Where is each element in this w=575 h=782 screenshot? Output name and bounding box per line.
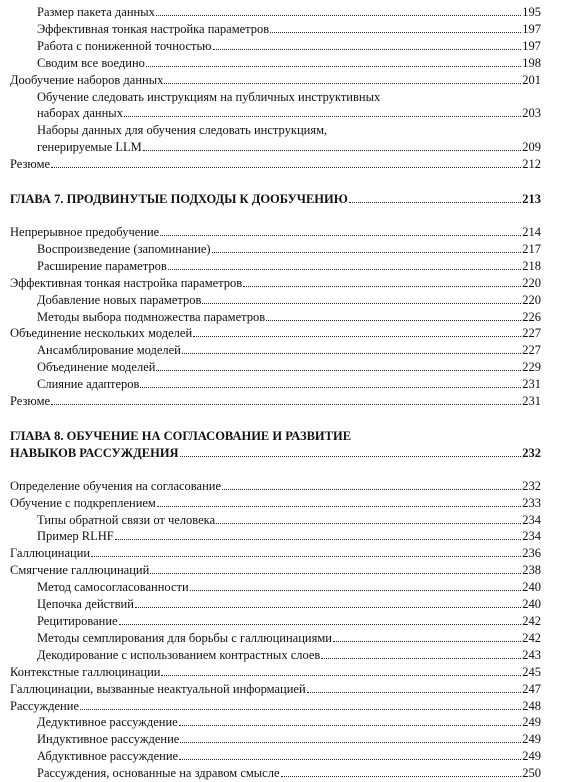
toc-entry-title: Дедуктивное рассуждение — [37, 715, 178, 730]
toc-subsection-entry[interactable] — [37, 376, 541, 393]
toc-section-entry[interactable] — [10, 224, 541, 241]
toc-entry-title: Объединение моделей — [37, 360, 156, 375]
toc-page-number: 232 — [522, 445, 541, 460]
dot-leader — [150, 573, 521, 574]
toc-entry-row — [37, 309, 541, 326]
toc-entry-row — [10, 393, 541, 410]
toc-subsection-entry[interactable] — [37, 342, 541, 359]
toc-entry-title: Определение обучения на согласование — [10, 478, 222, 493]
toc-page-number: 197 — [522, 21, 541, 36]
toc-section-entry[interactable] — [10, 275, 541, 292]
toc-entry-row — [37, 765, 541, 782]
toc-page-number: 240 — [522, 580, 541, 595]
dot-leader — [182, 353, 521, 354]
toc-entry-title: Рассуждение — [10, 698, 79, 713]
toc-entry-title: Смягчение галлюцинаций — [10, 563, 150, 578]
toc-subsection-entry[interactable] — [37, 528, 541, 545]
toc-entry-title: Цепочка действий — [37, 597, 134, 612]
dot-leader — [51, 404, 521, 405]
dot-leader — [140, 387, 521, 388]
toc-entry-row — [10, 224, 541, 241]
dot-leader — [51, 167, 521, 168]
toc-entry-title: Типы обратной связи от человека — [37, 512, 216, 527]
dot-leader — [179, 725, 522, 726]
toc-section-entry[interactable] — [10, 156, 541, 173]
toc-page-number: 226 — [522, 309, 541, 324]
toc-page-number: 217 — [522, 241, 541, 256]
dot-leader — [243, 286, 521, 287]
toc-entry-title: Рецитирование — [37, 614, 118, 628]
toc-entry-row — [10, 478, 541, 495]
toc-entry-row — [10, 445, 541, 462]
toc-page-number: 248 — [522, 698, 541, 713]
dot-leader — [168, 269, 522, 270]
dot-leader — [160, 235, 521, 236]
toc-page-number: 227 — [522, 343, 541, 358]
toc-entry-title: Расширение параметров — [37, 258, 167, 273]
toc-entry-row — [37, 359, 541, 376]
toc-section-entry[interactable] — [10, 72, 541, 89]
toc-subsection-entry[interactable] — [37, 731, 541, 748]
toc-entry-title: генерируемые LLM — [37, 140, 142, 155]
toc-subsection-entry[interactable] — [37, 38, 541, 55]
dot-leader — [164, 83, 521, 84]
toc-page-number: 212 — [522, 157, 541, 172]
dot-leader — [212, 252, 522, 253]
toc-subsection-entry[interactable] — [37, 4, 541, 21]
toc-entry-row — [37, 105, 541, 122]
toc-entry-row — [10, 495, 541, 512]
toc-entry-title: ГЛАВА 7. ПРОДВИНУТЫЕ ПОДХОДЫ К ДООБУЧЕНИЮ — [10, 192, 348, 207]
toc-page-number: 220 — [522, 275, 541, 290]
toc-page-number: 249 — [522, 715, 541, 730]
toc-entry-title: Методы выбора подмножества параметров — [37, 309, 266, 324]
toc-subsection-entry[interactable] — [37, 122, 541, 156]
toc-entry-title: Индуктивное рассуждение — [37, 732, 180, 747]
dot-leader — [190, 590, 522, 591]
toc-entry-title: Слияние адаптеров — [37, 377, 140, 392]
dot-leader — [266, 320, 521, 321]
toc-page-number: 203 — [522, 106, 541, 121]
toc-entry-title: Резюме — [10, 157, 51, 172]
toc-entry-row — [10, 664, 541, 681]
dot-leader — [281, 776, 522, 777]
toc-subsection-entry[interactable] — [37, 292, 541, 309]
toc-section-entry[interactable] — [10, 393, 541, 410]
toc-entry-title: Рассуждения, основанные на здравом смысле — [37, 766, 280, 781]
dot-leader — [202, 303, 521, 304]
dot-leader — [213, 49, 522, 50]
toc-page-number: 231 — [522, 377, 541, 392]
toc-page-number: 249 — [522, 732, 541, 747]
toc-page-number: 236 — [522, 546, 541, 561]
toc-page-number: 227 — [522, 326, 541, 341]
toc-entry-title: Методы семплирования для борьбы с галлюцинациями — [37, 630, 332, 645]
toc-entry-title: Ансамблирование моделей — [37, 343, 181, 358]
toc-entry-title: Эффективная тонкая настройка параметров — [37, 21, 270, 36]
dot-leader — [307, 692, 522, 693]
toc-page-number: 245 — [522, 664, 541, 679]
toc-subsection-entry[interactable] — [37, 714, 541, 731]
toc-entry-row — [10, 698, 541, 715]
dot-leader — [180, 742, 521, 743]
toc-page-number: 240 — [522, 597, 541, 612]
toc-entry-row — [37, 528, 541, 545]
toc-page-number: 247 — [522, 681, 541, 696]
toc-page-number: 242 — [522, 614, 541, 628]
toc-entry-row — [10, 681, 541, 698]
toc-subsection-entry[interactable] — [37, 89, 541, 123]
toc-entry-row — [10, 562, 541, 579]
toc-entry-title: Резюме — [10, 394, 51, 409]
dot-leader — [349, 202, 521, 203]
toc-page-number: 213 — [522, 192, 541, 207]
toc-section-entry[interactable] — [10, 681, 541, 698]
toc-entry-title: Обучение с подкреплением — [10, 495, 156, 510]
toc-subsection-entry[interactable] — [37, 258, 541, 275]
toc-entry-title-line1: ГЛАВА 8. ОБУЧЕНИЕ НА СОГЛАСОВАНИЕ И РАЗВИТИЕ — [10, 428, 352, 443]
toc-page-number: 249 — [522, 749, 541, 764]
toc-entry-title: Работа с пониженной точностью — [37, 38, 212, 53]
dot-leader — [156, 370, 521, 371]
toc-subsection-entry[interactable] — [37, 512, 541, 529]
dot-leader — [193, 336, 521, 337]
toc-entry-row — [37, 4, 541, 21]
dot-leader — [157, 506, 521, 507]
toc-page-number: 250 — [522, 766, 541, 781]
toc-entry-row — [37, 579, 541, 596]
toc-page-number: 232 — [522, 478, 541, 493]
toc-entry-row — [37, 342, 541, 359]
chapter-spacer — [10, 208, 541, 224]
toc-page-number: 201 — [522, 72, 541, 87]
dot-leader — [135, 607, 521, 608]
chapter-spacer — [10, 410, 541, 428]
dot-leader — [161, 675, 521, 676]
toc-page-number: 234 — [522, 512, 541, 527]
toc-entry-row — [37, 647, 541, 664]
toc-entry-row — [37, 512, 541, 529]
toc-entry-row — [37, 376, 541, 393]
toc-page-number: 229 — [522, 360, 541, 375]
toc-entry-row — [10, 325, 541, 342]
dot-leader — [80, 709, 521, 710]
dot-leader — [321, 658, 521, 659]
toc-subsection-entry[interactable] — [37, 309, 541, 326]
toc-entry-row — [37, 21, 541, 38]
toc-entry-title: Объединение нескольких моделей — [10, 326, 193, 341]
toc-entry-title: Метод самосогласованности — [37, 580, 189, 595]
toc-entry-row — [37, 630, 541, 647]
toc-subsection-entry[interactable] — [37, 596, 541, 613]
toc-page-number: 233 — [522, 495, 541, 510]
toc-chapter-heading[interactable] — [10, 428, 541, 462]
toc-page-number: 209 — [522, 140, 541, 155]
toc-page-number: 220 — [522, 292, 541, 307]
dot-leader — [146, 66, 521, 67]
dot-leader — [119, 624, 522, 625]
toc-entry-row — [10, 545, 541, 562]
toc-page-number: 234 — [522, 529, 541, 544]
dot-leader — [216, 523, 521, 524]
toc-page-number: 243 — [522, 647, 541, 662]
toc-subsection-entry[interactable] — [37, 359, 541, 376]
chapter-spacer — [10, 462, 541, 478]
dot-leader — [143, 150, 521, 151]
toc-entry-row — [37, 714, 541, 731]
dot-leader — [124, 116, 521, 117]
dot-leader — [179, 759, 521, 760]
toc-entry-title: Пример RLHF — [37, 529, 114, 544]
toc-entry-title: НАВЫКОВ РАССУЖДЕНИЯ — [10, 445, 179, 460]
toc-entry-row — [37, 55, 541, 72]
toc-entry-row — [37, 613, 541, 630]
toc-entry-title: Сводим все воедино — [37, 55, 145, 70]
toc-entry-title: Размер пакета данных — [37, 5, 155, 19]
toc-subsection-entry[interactable] — [37, 55, 541, 72]
toc-entry-title: Галлюцинации — [10, 546, 91, 561]
toc-entry-title: Галлюцинации, вызванные неактуальной информацией — [10, 681, 306, 696]
toc-entry-title-line1: Наборы данных для обучения следовать инструкциям, — [37, 123, 328, 138]
dot-leader — [333, 641, 521, 642]
toc-chapter-heading[interactable] — [10, 191, 541, 208]
toc-entry-row — [37, 596, 541, 613]
dot-leader — [91, 556, 521, 557]
toc-page-number: 238 — [522, 563, 541, 578]
toc-entry-row — [37, 292, 541, 309]
toc-subsection-entry[interactable] — [37, 647, 541, 664]
toc-section-entry[interactable] — [10, 495, 541, 512]
dot-leader — [156, 15, 521, 16]
toc-entry-row — [37, 731, 541, 748]
toc-subsection-entry[interactable] — [37, 630, 541, 647]
toc-entry-row — [10, 275, 541, 292]
toc-section-entry[interactable] — [10, 562, 541, 579]
toc-section-entry[interactable] — [10, 664, 541, 681]
toc-subsection-entry[interactable] — [37, 613, 541, 630]
table-of-contents — [10, 4, 541, 782]
toc-subsection-entry[interactable] — [37, 748, 541, 765]
toc-entry-title-line1: Обучение следовать инструкциям на публичных инструктивных — [37, 89, 381, 104]
toc-section-entry[interactable] — [10, 325, 541, 342]
toc-subsection-entry[interactable] — [37, 765, 541, 782]
toc-page-number: 195 — [522, 5, 541, 19]
toc-entry-row — [37, 38, 541, 55]
toc-entry-title: Добавление новых параметров — [37, 292, 202, 307]
toc-page-number: 197 — [522, 38, 541, 53]
toc-entry-title: Контекстные галлюцинации — [10, 664, 161, 679]
toc-entry-title: Эффективная тонкая настройка параметров — [10, 275, 243, 290]
toc-page-number: 242 — [522, 630, 541, 645]
toc-entry-title: Непрерывное предобучение — [10, 224, 160, 239]
toc-entry-title: Дообучение наборов данных — [10, 72, 164, 87]
toc-entry-row — [37, 241, 541, 258]
toc-page-number: 231 — [522, 394, 541, 409]
dot-leader — [180, 456, 522, 457]
toc-entry-title: Воспроизведение (запоминание) — [37, 241, 211, 256]
dot-leader — [222, 489, 521, 490]
toc-section-entry[interactable] — [10, 478, 541, 495]
toc-entry-title: Абдуктивное рассуждение — [37, 749, 179, 764]
toc-subsection-entry[interactable] — [37, 21, 541, 38]
toc-entry-title: Декодирование с использованием контрастных слоев — [37, 647, 321, 662]
chapter-spacer — [10, 173, 541, 191]
toc-section-entry[interactable] — [10, 545, 541, 562]
dot-leader — [270, 32, 521, 33]
toc-entry-row — [37, 748, 541, 765]
toc-entry-row — [10, 156, 541, 173]
toc-page-number: 214 — [522, 224, 541, 239]
dot-leader — [115, 539, 521, 540]
toc-entry-row — [10, 191, 541, 208]
toc-entry-row — [10, 72, 541, 89]
toc-entry-title: наборах данных — [37, 106, 123, 121]
toc-subsection-entry[interactable] — [37, 579, 541, 596]
toc-section-entry[interactable] — [10, 698, 541, 715]
toc-entry-row — [37, 139, 541, 156]
toc-page-number: 218 — [522, 258, 541, 273]
toc-page-number: 198 — [522, 55, 541, 70]
toc-subsection-entry[interactable] — [37, 241, 541, 258]
toc-entry-row — [37, 258, 541, 275]
